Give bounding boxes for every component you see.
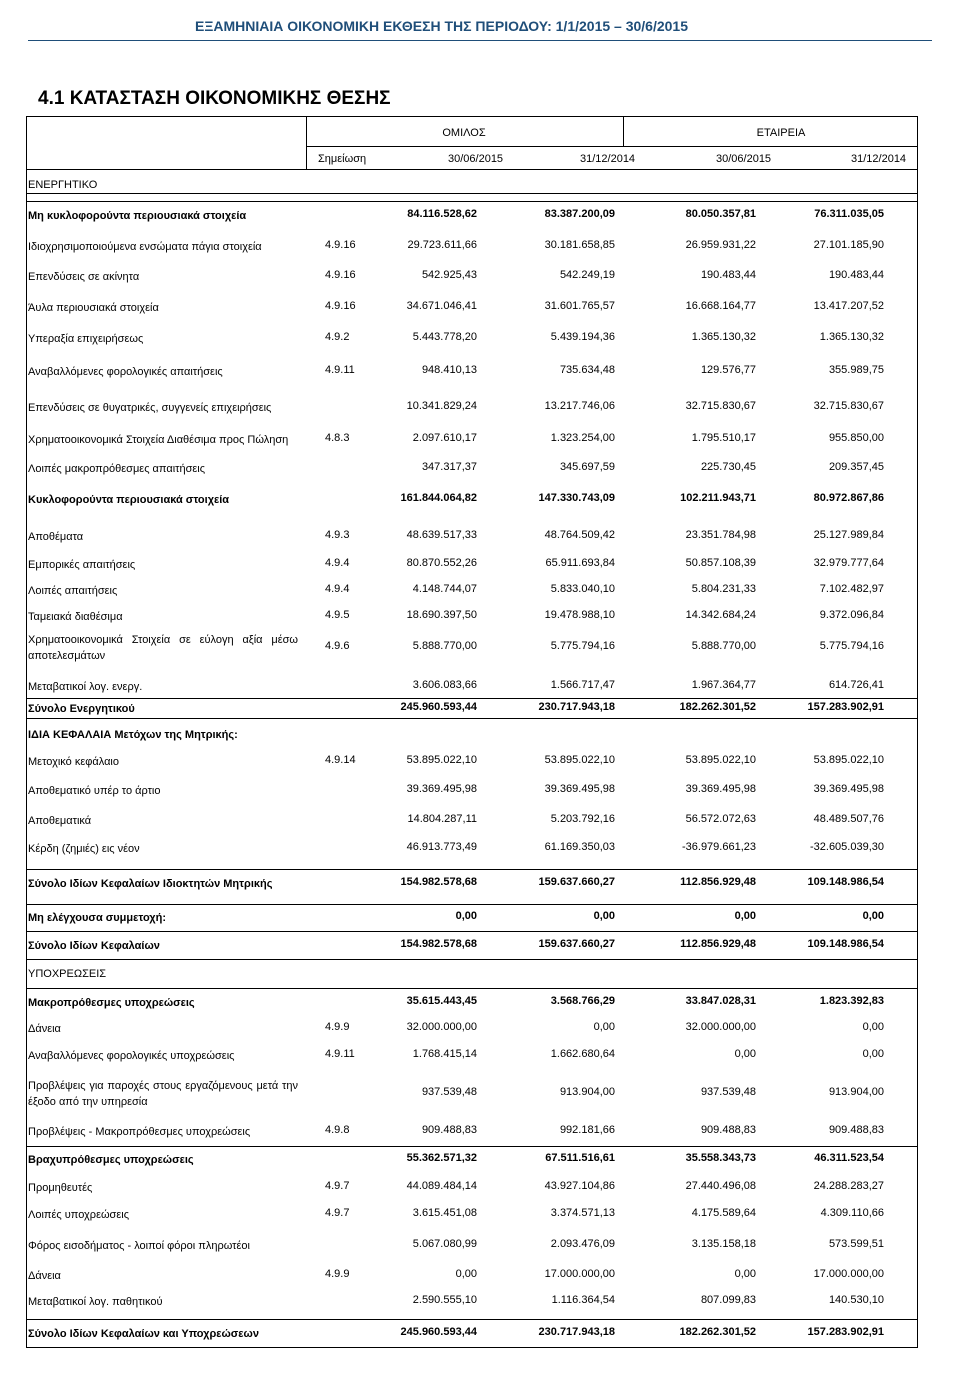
row-value: 4.148.744,07 — [412, 583, 477, 595]
row-label: Αναβαλλόμενες φορολογικές υποχρεώσεις — [28, 1050, 235, 1062]
row-value: 2.097.610,17 — [412, 432, 477, 444]
row-value: 44.089.484,14 — [406, 1180, 477, 1192]
row-label: Δάνεια — [28, 1023, 61, 1035]
row-label: Λοιπές απαιτήσεις — [28, 585, 118, 597]
row-value: 909.488,83 — [828, 1124, 884, 1136]
row-value: 13.217.746,06 — [544, 400, 615, 412]
row-value: 53.895.022,10 — [813, 754, 884, 766]
row-value: 14.342.684,24 — [685, 609, 756, 621]
row-value: 230.717.943,18 — [538, 1326, 615, 1338]
row-value: 27.440.496,08 — [685, 1180, 756, 1192]
row-value: 0,00 — [593, 1021, 615, 1033]
row-value: 9.372.096,84 — [819, 609, 884, 621]
row-value: 2.093.476,09 — [550, 1238, 615, 1250]
row-value: 5.443.778,20 — [412, 331, 477, 343]
row-label: Μη κυκλοφορούντα περιουσιακά στοιχεία — [28, 210, 247, 222]
row-divider — [26, 201, 918, 202]
row-label: Προβλέψεις για παροχές στους εργαζόμενους μετά την έξοδο από την υπηρεσία — [28, 1080, 298, 1108]
row-value: 39.369.495,98 — [406, 783, 477, 795]
row-value: 614.726,41 — [828, 679, 884, 691]
row-label: Κυκλοφορούντα περιουσιακά στοιχεία — [28, 494, 230, 506]
row-note: 4.9.7 — [325, 1180, 350, 1192]
row-value: 5.067.080,99 — [412, 1238, 477, 1250]
header-rule — [26, 169, 918, 170]
row-value: 129.576,77 — [700, 364, 756, 376]
row-label: Λοιπές υποχρεώσεις — [28, 1209, 129, 1221]
row-label: Μεταβατικοί λογ. παθητικού — [28, 1296, 163, 1308]
row-value: 67.511.516,61 — [545, 1152, 615, 1164]
header-rule — [306, 116, 307, 169]
row-divider — [26, 869, 918, 870]
header-rule — [623, 116, 624, 146]
row-value: 807.099,83 — [700, 1294, 756, 1306]
row-value: 913.904,00 — [559, 1086, 615, 1098]
row-value: 0,00 — [593, 910, 615, 922]
row-label: Εμπορικές απαιτήσεις — [28, 559, 136, 571]
row-value: 27.101.185,90 — [813, 239, 884, 251]
column-date-header: 31/12/2014 — [580, 153, 636, 165]
row-value: 937.539,48 — [700, 1086, 756, 1098]
column-date-header: 31/12/2014 — [851, 153, 907, 165]
row-value: 17.000.000,00 — [544, 1268, 615, 1280]
row-value: 7.102.482,97 — [819, 583, 884, 595]
row-note: 4.8.3 — [325, 432, 350, 444]
row-value: 32.979.777,64 — [813, 557, 884, 569]
row-value: 29.723.611,66 — [407, 239, 477, 251]
row-label: Δάνεια — [28, 1270, 61, 1282]
row-value: 182.262.301,52 — [679, 701, 756, 713]
row-value: 0,00 — [734, 910, 756, 922]
row-value: 35.558.343,73 — [685, 1152, 756, 1164]
row-label: Βραχυπρόθεσμες υποχρεώσεις — [28, 1154, 194, 1166]
row-label: Προμηθευτές — [28, 1182, 93, 1194]
row-note: 4.9.2 — [325, 331, 350, 343]
row-value: 32.715.830,67 — [685, 400, 756, 412]
row-label: Αποθέματα — [28, 531, 84, 543]
row-label: Σύνολο Ιδίων Κεφαλαίων — [28, 940, 160, 952]
row-value: 24.288.283,27 — [813, 1180, 884, 1192]
row-note: 4.9.5 — [325, 609, 350, 621]
row-value: 573.599,51 — [828, 1238, 884, 1250]
row-value: 3.606.083,66 — [412, 679, 477, 691]
row-value: 735.634,48 — [559, 364, 615, 376]
row-label: Φόρος εισοδήματος - λοιποί φόροι πληρωτέοι — [28, 1240, 250, 1252]
row-note: 4.9.6 — [325, 640, 350, 652]
row-label: Σύνολο Ιδίων Κεφαλαίων Ιδιοκτητών Μητρικής — [28, 878, 273, 890]
row-value: 1.323.254,00 — [550, 432, 615, 444]
row-label: Μακροπρόθεσμες υποχρεώσεις — [28, 997, 195, 1009]
row-label: ΥΠΟΧΡΕΩΣΕΙΣ — [28, 968, 107, 980]
row-value: -32.605.039,30 — [809, 841, 884, 853]
row-value: 0,00 — [734, 1268, 756, 1280]
row-label: Κέρδη (ζημιές) εις νέον — [28, 843, 140, 855]
row-label: Χρηματοοικονομικά Στοιχεία σε εύλογη αξία μέσω αποτελεσμάτων — [28, 634, 298, 662]
row-value: 39.369.495,98 — [685, 783, 756, 795]
row-value: 3.374.571,13 — [550, 1207, 615, 1219]
row-value: 34.671.046,41 — [406, 300, 477, 312]
row-value: 190.483,44 — [700, 269, 756, 281]
row-label: Σύνολο Ιδίων Κεφαλαίων και Υποχρεώσεων — [28, 1328, 259, 1340]
header-rule — [306, 146, 918, 147]
row-value: 542.249,19 — [559, 269, 615, 281]
row-divider — [26, 931, 918, 932]
row-divider — [26, 1319, 918, 1320]
section-title: 4.1 ΚΑΤΑΣΤΑΣΗ ΟΙΚΟΝΟΜΙΚΗΣ ΘΕΣΗΣ — [38, 88, 391, 109]
row-value: 46.311.523,54 — [814, 1152, 884, 1164]
row-note: 4.9.16 — [325, 300, 356, 312]
row-value: 109.148.986,54 — [807, 876, 884, 888]
row-value: 80.870.552,26 — [406, 557, 477, 569]
row-value: 1.365.130,32 — [691, 331, 756, 343]
row-label: Υπεραξία επιχειρήσεως — [28, 333, 144, 345]
row-value: 0,00 — [862, 1021, 884, 1033]
row-value: 159.637.660,27 — [538, 876, 615, 888]
row-value: 46.913.773,49 — [406, 841, 477, 853]
row-note: 4.9.4 — [325, 557, 350, 569]
row-divider — [26, 988, 918, 989]
row-value: 245.960.593,44 — [400, 701, 477, 713]
row-note: 4.9.7 — [325, 1207, 350, 1219]
row-value: 48.639.517,33 — [406, 529, 477, 541]
row-value: 32.000.000,00 — [685, 1021, 756, 1033]
row-value: 5.439.194,36 — [550, 331, 615, 343]
row-label: Σύνολο Ενεργητικού — [28, 703, 135, 715]
row-value: 913.904,00 — [828, 1086, 884, 1098]
column-note-header: Σημείωση — [318, 153, 367, 165]
row-label: Άυλα περιουσιακά στοιχεία — [28, 302, 159, 314]
row-value: 1.823.392,83 — [819, 995, 884, 1007]
row-value: 2.590.555,10 — [412, 1294, 477, 1306]
row-value: 31.601.765,57 — [544, 300, 615, 312]
row-value: 157.283.902,91 — [807, 701, 884, 713]
row-label: Αναβαλλόμενες φορολογικές απαιτήσεις — [28, 366, 223, 378]
row-value: 1.116.364,54 — [551, 1294, 615, 1306]
row-label: Μη ελέγχουσα συμμετοχή: — [28, 912, 167, 924]
row-value: 5.775.794,16 — [819, 640, 884, 652]
row-label: Επενδύσεις σε ακίνητα — [28, 271, 140, 283]
row-value: 23.351.784,98 — [685, 529, 756, 541]
row-value: 161.844.064,82 — [400, 492, 477, 504]
row-value: 13.417.207,52 — [813, 300, 884, 312]
row-value: 1.967.364,77 — [691, 679, 756, 691]
row-value: 55.362.571,32 — [406, 1152, 477, 1164]
row-label: Ιδιοχρησιμοποιούμενα ενσώματα πάγια στοιχεία — [28, 241, 262, 253]
row-value: 1.795.510,17 — [691, 432, 756, 444]
row-value: 83.387.200,09 — [544, 208, 615, 220]
row-divider — [26, 959, 918, 960]
row-value: 5.804.231,33 — [691, 583, 756, 595]
row-note: 4.9.11 — [325, 364, 355, 376]
row-label: Επενδύσεις σε θυγατρικές, συγγενείς επιχειρήσεις — [28, 402, 272, 414]
row-note: 4.9.8 — [325, 1124, 350, 1136]
row-value: 76.311.035,05 — [814, 208, 884, 220]
row-value: 112.856.929,48 — [680, 938, 756, 950]
row-value: 17.000.000,00 — [813, 1268, 884, 1280]
row-value: 1.365.130,32 — [819, 331, 884, 343]
row-value: 5.203.792,16 — [550, 813, 615, 825]
row-value: 35.615.443,45 — [406, 995, 477, 1007]
row-value: 10.341.829,24 — [406, 400, 477, 412]
row-value: 5.775.794,16 — [550, 640, 615, 652]
row-value: 16.668.164,77 — [685, 300, 756, 312]
row-value: 347.317,37 — [421, 461, 477, 473]
row-value: 84.116.528,62 — [407, 208, 477, 220]
column-date-header: 30/06/2015 — [716, 153, 772, 165]
row-value: 0,00 — [734, 1048, 756, 1060]
row-note: 4.9.3 — [325, 529, 350, 541]
row-value: 1.566.717,47 — [550, 679, 615, 691]
row-label: ΕΝΕΡΓΗΤΙΚΟ — [28, 179, 98, 191]
row-note: 4.9.16 — [325, 239, 356, 251]
row-label: Λοιπές μακροπρόθεσμες απαιτήσεις — [28, 463, 206, 475]
row-label: Μετοχικό κεφάλαιο — [28, 756, 119, 768]
row-value: 190.483,44 — [828, 269, 884, 281]
row-note: 4.9.4 — [325, 583, 350, 595]
row-value: 230.717.943,18 — [538, 701, 615, 713]
row-value: 0,00 — [862, 910, 884, 922]
row-note: 4.9.14 — [325, 754, 356, 766]
row-value: 225.730,45 — [700, 461, 756, 473]
row-note: 4.9.9 — [325, 1021, 350, 1033]
row-value: 909.488,83 — [421, 1124, 477, 1136]
row-value: 0,00 — [862, 1048, 884, 1060]
row-value: 4.175.589,64 — [691, 1207, 756, 1219]
row-value: 39.369.495,98 — [544, 783, 615, 795]
row-value: 1.662.680,64 — [550, 1048, 615, 1060]
row-label: Ταμειακά διαθέσιμα — [28, 611, 123, 623]
row-value: 43.927.104,86 — [544, 1180, 615, 1192]
row-value: 955.850,00 — [828, 432, 884, 444]
row-value: 61.169.350,03 — [544, 841, 615, 853]
row-value: 140.530,10 — [828, 1294, 884, 1306]
row-value: 32.715.830,67 — [813, 400, 884, 412]
row-note: 4.9.9 — [325, 1268, 350, 1280]
row-value: 147.330.743,09 — [538, 492, 615, 504]
row-value: 53.895.022,10 — [406, 754, 477, 766]
row-value: 345.697,59 — [559, 461, 615, 473]
row-value: 102.211.943,71 — [680, 492, 756, 504]
row-label: Μεταβατικοί λογ. ενεργ. — [28, 681, 143, 693]
row-value: 0,00 — [455, 910, 477, 922]
row-value: 3.568.766,29 — [550, 995, 615, 1007]
row-value: 157.283.902,91 — [807, 1326, 884, 1338]
row-value: 33.847.028,31 — [685, 995, 756, 1007]
row-label: Προβλέψεις - Μακροπρόθεσμες υποχρεώσεις — [28, 1126, 251, 1138]
row-value: 3.615.451,08 — [412, 1207, 477, 1219]
row-value: 32.000.000,00 — [406, 1021, 477, 1033]
header-rule — [26, 193, 918, 194]
row-value: 80.050.357,81 — [685, 208, 756, 220]
row-value: 14.804.287,11 — [407, 813, 477, 825]
row-divider — [26, 904, 918, 905]
row-value: 542.925,43 — [421, 269, 477, 281]
row-value: 50.857.108,39 — [685, 557, 756, 569]
row-value: 159.637.660,27 — [538, 938, 615, 950]
column-company-header: ΕΤΑΙΡΕΙΑ — [756, 127, 806, 139]
row-value: 5.888.770,00 — [691, 640, 756, 652]
row-note: 4.9.11 — [325, 1048, 355, 1060]
row-value: 39.369.495,98 — [813, 783, 884, 795]
row-value: 80.972.867,86 — [813, 492, 884, 504]
row-label: Χρηματοοικονομικά Στοιχεία Διαθέσιμα προς Πώληση — [28, 434, 289, 446]
row-value: 948.410,13 — [421, 364, 477, 376]
row-value: 0,00 — [455, 1268, 477, 1280]
row-divider — [26, 698, 918, 699]
row-value: 65.911.693,84 — [545, 557, 615, 569]
row-value: 209.357,45 — [828, 461, 884, 473]
row-value: 1.768.415,14 — [412, 1048, 477, 1060]
row-value: 53.895.022,10 — [544, 754, 615, 766]
row-value: 154.982.578,68 — [400, 938, 477, 950]
row-note: 4.9.16 — [325, 269, 356, 281]
row-label: Αποθεματικό υπέρ το άρτιο — [28, 785, 161, 797]
row-value: 53.895.022,10 — [685, 754, 756, 766]
row-divider — [26, 1146, 918, 1147]
row-value: 26.959.931,22 — [685, 239, 756, 251]
row-value: 48.489.507,76 — [813, 813, 884, 825]
column-group-header: ΟΜΙΛΟΣ — [442, 127, 486, 139]
row-value: 992.181,66 — [559, 1124, 615, 1136]
row-value: 56.572.072,63 — [685, 813, 756, 825]
row-value: 30.181.658,85 — [544, 239, 615, 251]
row-value: 245.960.593,44 — [400, 1326, 477, 1338]
row-value: 5.888.770,00 — [412, 640, 477, 652]
row-value: 5.833.040,10 — [550, 583, 615, 595]
report-title: ΕΞΑΜΗΝΙΑΙΑ ΟΙΚΟΝΟΜΙΚΗ ΕΚΘΕΣΗ ΤΗΣ ΠΕΡΙΟΔΟΥ: 1/1/2015 – 30/6/2015 — [195, 18, 688, 34]
row-label: ΙΔΙΑ ΚΕΦΑΛΑΙΑ Μετόχων της Μητρικής: — [28, 729, 238, 741]
row-value: 25.127.989,84 — [813, 529, 884, 541]
row-value: 112.856.929,48 — [680, 876, 756, 888]
row-value: -36.979.661,23 — [681, 841, 756, 853]
row-value: 109.148.986,54 — [807, 938, 884, 950]
row-value: 154.982.578,68 — [400, 876, 477, 888]
row-value: 4.309.110,66 — [820, 1207, 884, 1219]
row-value: 48.764.509,42 — [544, 529, 615, 541]
column-date-header: 30/06/2015 — [448, 153, 504, 165]
row-value: 909.488,83 — [700, 1124, 756, 1136]
row-divider — [26, 718, 918, 719]
row-value: 3.135.158,18 — [691, 1238, 756, 1250]
row-label: Αποθεματικά — [28, 815, 92, 827]
row-value: 937.539,48 — [421, 1086, 477, 1098]
row-value: 19.478.988,10 — [544, 609, 615, 621]
row-value: 18.690.397,50 — [406, 609, 477, 621]
header-divider — [28, 40, 932, 41]
row-value: 355.989,75 — [828, 364, 884, 376]
row-value: 182.262.301,52 — [679, 1326, 756, 1338]
